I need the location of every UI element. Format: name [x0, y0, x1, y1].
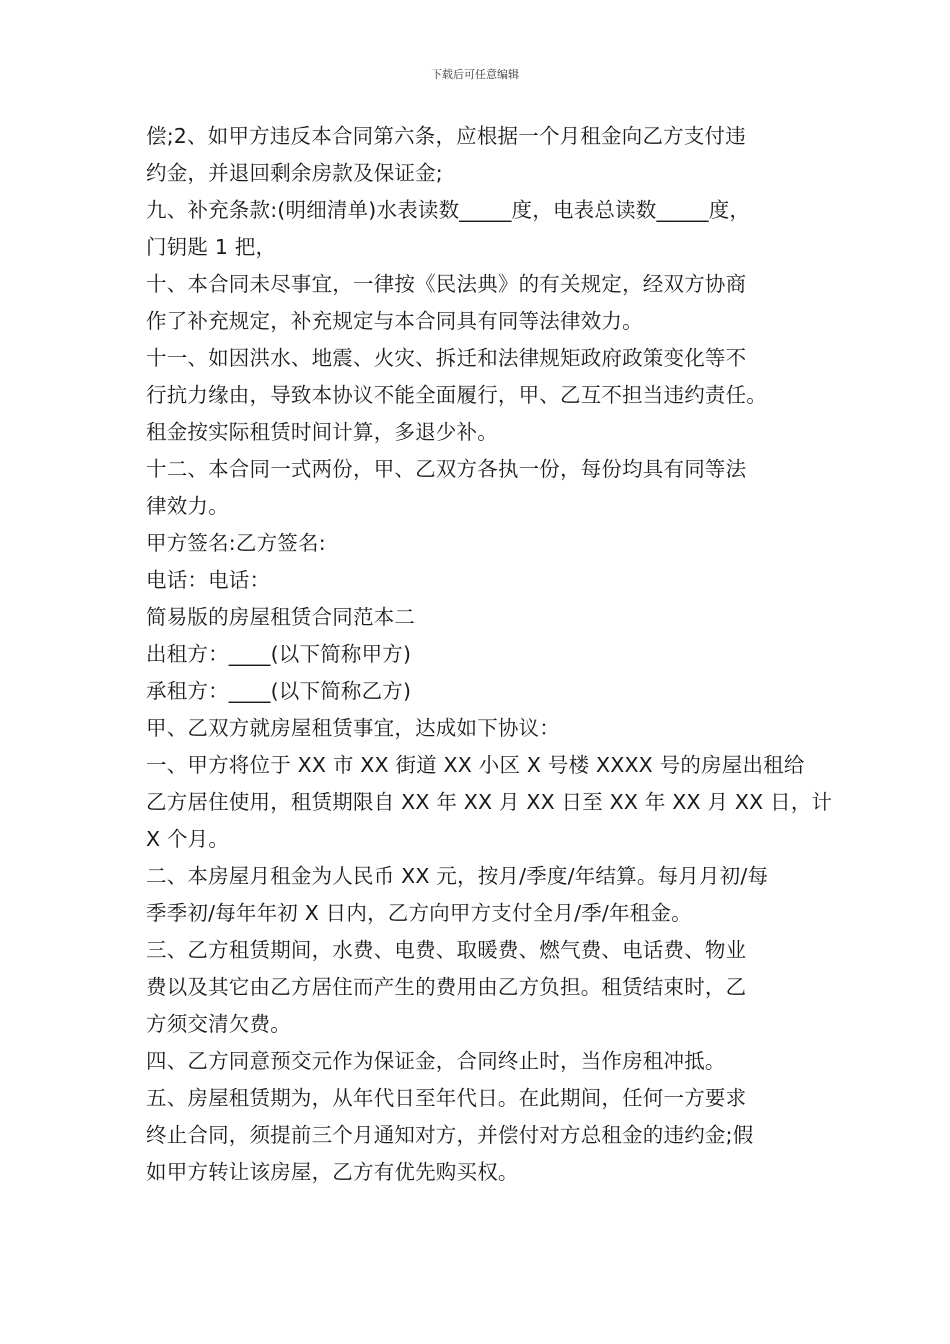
- text-line: 门钥匙 1 把，: [146, 235, 277, 259]
- text-line: 十一、如因洪水、地震、火灾、拆迁和法律规矩政府政策变化等不: [146, 346, 747, 370]
- text-line: 承租方：____(以下简称乙方): [146, 679, 412, 703]
- text-line: 季季初/每年年初 X 日内，乙方向甲方支付全月/季/年租金。: [146, 901, 692, 925]
- text-line: 律效力。: [146, 494, 229, 518]
- text-line: 行抗力缘由，导致本协议不能全面履行，甲、乙互不担当违约责任。: [146, 383, 767, 407]
- text-line: X 个月。: [146, 827, 230, 851]
- text-line: 如甲方转让该房屋，乙方有优先购买权。: [146, 1160, 519, 1184]
- page-header: 下载后可任意编辑: [431, 68, 519, 81]
- text-line: 偿;2、如甲方违反本合同第六条，应根据一个月租金向乙方支付违: [146, 124, 746, 148]
- text-line: 费以及其它由乙方居住而产生的费用由乙方负担。租赁结束时，乙: [146, 975, 747, 999]
- text-line: 一、甲方将位于 XX 市 XX 街道 XX 小区 X 号楼 XXXX 号的房屋出租给: [146, 753, 805, 777]
- text-line: 二、本房屋月租金为人民币 XX 元，按月/季度/年结算。每月月初/每: [146, 864, 769, 888]
- text-line: 约金，并退回剩余房款及保证金;: [146, 161, 443, 185]
- text-line: 终止合同，须提前三个月通知对方，并偿付对方总租金的违约金;假: [146, 1123, 754, 1147]
- text-line: 五、房屋租赁期为，从年代日至年代日。在此期间，任何一方要求: [146, 1086, 747, 1110]
- text-line: 租金按实际租赁时间计算，多退少补。: [146, 420, 498, 444]
- text-line: 简易版的房屋租赁合同范本二: [146, 605, 416, 629]
- document-body: [146, 118, 833, 1191]
- text-line: 甲、乙双方就房屋租赁事宜，达成如下协议：: [146, 716, 560, 740]
- text-line: 四、乙方同意预交元作为保证金，合同终止时，当作房租冲抵。: [146, 1049, 726, 1073]
- text-line: 方须交清欠费。: [146, 1012, 291, 1036]
- text-line: 甲方签名:乙方签名:: [146, 531, 326, 555]
- text-line: 十二、本合同一式两份，甲、乙双方各执一份，每份均具有同等法: [146, 457, 747, 481]
- text-line: 十、本合同未尽事宜，一律按《民法典》的有关规定，经双方协商: [146, 272, 747, 296]
- text-line: 乙方居住使用，租赁期限自 XX 年 XX 月 XX 日至 XX 年 XX 月 XX 日，计: [146, 790, 833, 814]
- text-line: 出租方：____(以下简称甲方): [146, 642, 412, 666]
- text-line: 九、补充条款:(明细清单)水表读数_____度，电表总读数_____度，: [146, 198, 751, 222]
- text-line: 作了补充规定，补充规定与本合同具有同等法律效力。: [146, 309, 643, 333]
- text-line: 电话：电话：: [146, 568, 271, 592]
- text-line: 三、乙方租赁期间，水费、电费、取暖费、燃气费、电话费、物业: [146, 938, 747, 962]
